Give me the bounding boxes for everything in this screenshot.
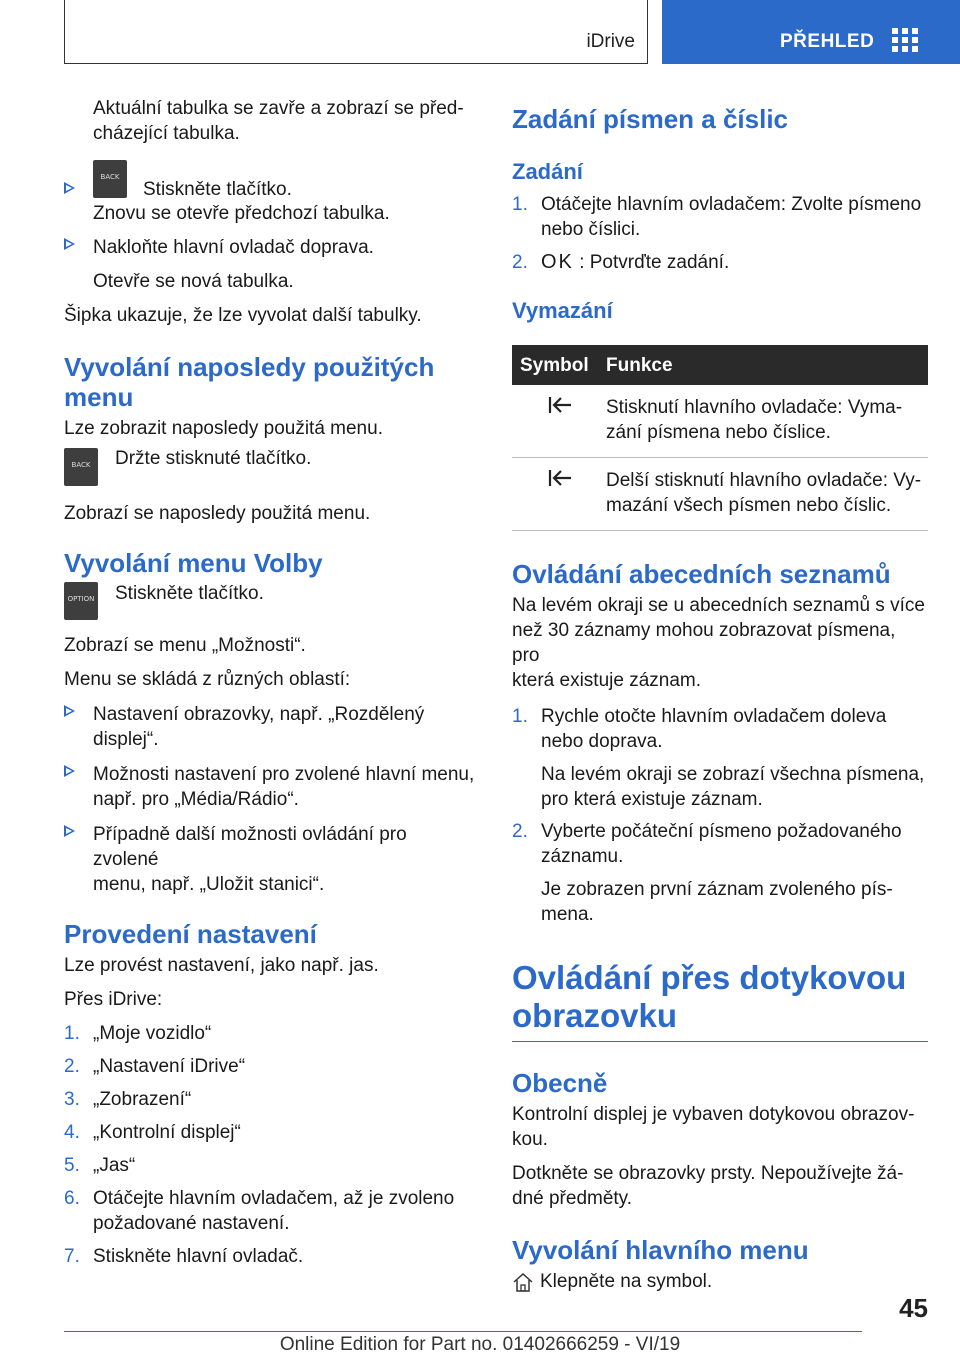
text-line: cházející tabulka. [93,123,240,144]
header-section-box [64,0,648,64]
paragraph-menu-areas: Menu se skládá z různých oblastí: [64,669,351,690]
numbered-step: 1. „Moje vozidlo“ [64,1023,212,1044]
left-column [64,96,476,1269]
heading-touchscreen: Ovládání přes dotykovou obrazovku [512,959,907,1034]
bullet-press-back [64,160,476,200]
tap-symbol-row [512,1269,928,1294]
page-number: 45 [899,1293,928,1323]
paragraph-arrow: Šipka ukazuje, že lze vyvolat další tabulky. [64,305,422,326]
header-overview-label: PŘEHLED [780,31,875,52]
heading-rule [512,1041,928,1042]
header-overview-tab[interactable] [662,0,960,64]
paragraph-table-closes [64,96,476,146]
heading-main-menu: Vyvolání hlavního menu [512,1235,809,1265]
paragraph-settings: Lze provést nastavení, jako např. jas. [64,955,379,976]
table-row [512,385,928,458]
paragraph-touch: Dotkněte se obrazovky prsty. Nepoužívejte žá- dné předměty. [512,1163,904,1209]
triangle-bullet-icon [64,238,75,250]
paragraph-recent: Lze zobrazit naposledy použitá menu. [64,418,383,439]
triangle-bullet-icon [64,825,75,837]
bullet-area: Nastavení obrazovky, např. „Rozdělený displej“. [64,702,476,752]
paragraph-general: Kontrolní displej je vybaven dotykovou obrazov- kou. [512,1104,915,1150]
text-line: Aktuální tabulka se zavře a zobrazí se před- [93,98,464,119]
paragraph-options-shown: Zobrazí se menu „Možnosti“. [64,635,306,656]
back-button-icon: BACK [64,448,98,486]
home-icon [512,1271,534,1300]
bullet-text: Stiskněte tlačítko. [143,179,292,200]
option-button-icon: OPTION [64,582,98,620]
numbered-step: 2. Vyberte počáteční písmeno požadovaného záznamu. Je zobrazen první záznam zvoleného pís- mena. [512,821,902,925]
triangle-bullet-icon [64,182,75,194]
triangle-bullet-icon [64,705,75,717]
paragraph-new-table: Otevře se nová tabulka. [93,271,294,292]
table-cell-function: Stisknutí hlavního ovladače: Vyma- zání písmena nebo číslice. [606,385,928,458]
backspace-icon [512,385,606,458]
backspace-icon [512,458,606,531]
bullet-area: Možnosti nastavení pro zvolené hlavní menu, např. pro „Média/Rádio“. [64,762,476,812]
heading-input: Zadání [512,159,583,184]
option-button-row [64,582,476,624]
symbol-table [512,345,928,531]
table-cell-function: Delší stisknutí hlavního ovladače: Vy- mazání všech písmen nebo číslic. [606,458,928,531]
heading-delete: Vymazání [512,298,613,323]
hold-back-row [64,448,476,490]
heading-general: Obecně [512,1068,608,1098]
numbered-step: 2. OK : Potvrďte zadání. [512,251,730,273]
right-column [512,104,928,1294]
grid-icon [892,28,918,52]
heading-settings: Provedení nastavení [64,919,317,949]
numbered-step: 6. Otáčejte hlavním ovladačem, až je zvoleno požadované nastavení. [64,1188,455,1234]
paragraph-recent-shown: Zobrazí se naposledy použitá menu. [64,503,371,524]
paragraph-prev-table: Znovu se otevře předchozí tabulka. [93,203,390,224]
triangle-bullet-icon [64,765,75,777]
footer-edition: Online Edition for Part no. 01402666259 - VI/19 [279,1334,681,1355]
bullet-area: Případně další možnosti ovládání pro zvolené menu, např. „Uložit stanici“. [64,822,476,897]
header-section-title: iDrive [586,31,635,52]
ok-icon: OK [541,251,574,273]
back-button-icon: BACK [93,160,127,198]
table-header-symbol: Symbol [512,345,606,385]
numbered-step: 1. Otáčejte hlavním ovladačem: Zvolte písmeno nebo číslici. [512,194,922,240]
numbered-step: 1. Rychle otočte hlavním ovladačem doleva nebo doprava. Na levém okraji se zobrazí všechna písmena, pro která existuje záznam. [512,706,925,810]
heading-alpha-lists: Ovládání abecedních seznamů [512,559,891,589]
tap-text: Klepněte na symbol. [540,1271,713,1292]
heading-recent-menus: Vyvolání naposledy použitých menu [64,352,435,412]
bullet-tilt [64,235,476,260]
paragraph-via-idrive: Přes iDrive: [64,989,163,1010]
table-header-function: Funkce [606,345,928,385]
numbered-step: 7. Stiskněte hlavní ovladač. [64,1246,304,1267]
press-text: Stiskněte tlačítko. [115,583,264,604]
heading-options-menu: Vyvolání menu Volby [64,548,323,578]
table-header-row [512,345,928,385]
numbered-step: 5. „Jas“ [64,1155,136,1176]
paragraph-alpha: Na levém okraji se u abecedních seznamů s více než 30 záznamy mohou zobrazovat písmena, pro která existuje záznam. [512,595,925,691]
numbered-step: 3. „Zobrazení“ [64,1089,192,1110]
bullet-text: Nakloňte hlavní ovladač doprava. [93,237,374,258]
numbered-step: 2. „Nastavení iDrive“ [64,1056,246,1077]
table-row [512,458,928,531]
heading-letters-numbers: Zadání písmen a číslic [512,104,788,134]
hold-text: Držte stisknuté tlačítko. [115,448,312,469]
numbered-step: 4. „Kontrolní displej“ [64,1122,241,1143]
